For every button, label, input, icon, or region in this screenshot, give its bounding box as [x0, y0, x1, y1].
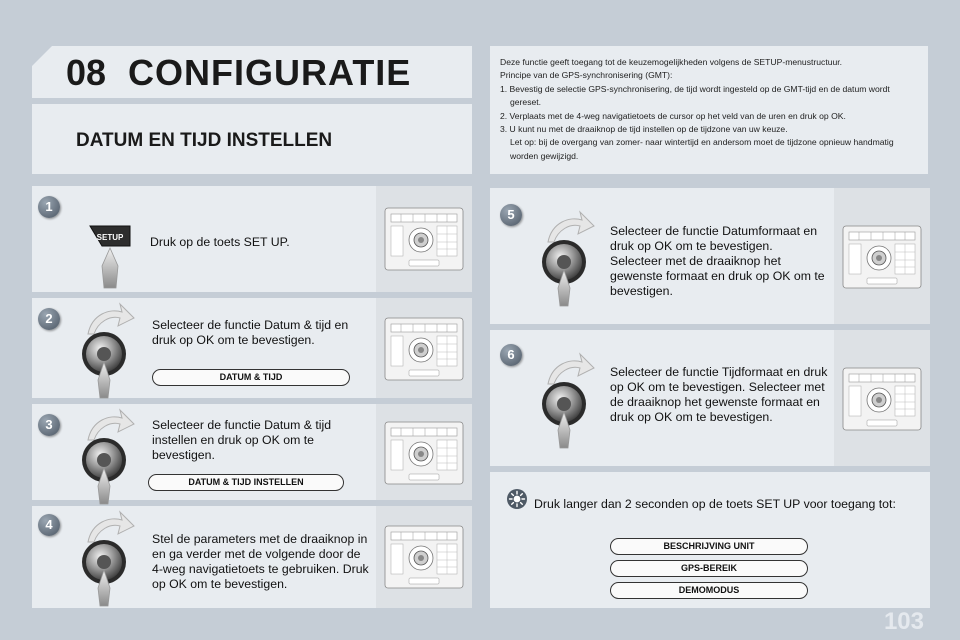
- option-pill: BESCHRIJVING UNIT: [610, 538, 808, 555]
- option-pill: DEMOMODUS: [610, 582, 808, 599]
- radio-unit-image: [834, 330, 930, 466]
- intro-panel: [490, 46, 928, 174]
- rotary-knob-icon: [530, 208, 600, 308]
- step-2-photo: [376, 298, 472, 398]
- menu-item-pill: DATUM & TIJD INSTELLEN: [148, 474, 344, 491]
- radio-unit-image: [376, 506, 472, 608]
- step-6-badge: 6: [500, 344, 522, 366]
- radio-unit-image: [834, 188, 930, 324]
- step-1-text: Druk op de toets SET UP.: [150, 235, 290, 249]
- step-5-text: Selecteer de functie Datumformaat en druk op OK om te bevestigen. Selecteer met de draaiknop het gewenste formaat en druk op OK om te bevestigen.: [610, 224, 825, 298]
- page-title: CONFIGURATIE: [128, 52, 412, 93]
- sun-icon: [506, 488, 528, 510]
- intro-item: 2. Verplaats met de 4-weg navigatietoets de cursor op het veld van de uren en druk op OK.: [500, 110, 846, 121]
- setup-button-icon: [82, 218, 138, 290]
- step-6-photo: [834, 330, 930, 466]
- page-number: 103: [883, 608, 924, 635]
- step-3-text: Selecteer de functie Datum & tijd instellen en druk op OK om te bevestigen.: [152, 418, 332, 462]
- step-6-text: Selecteer de functie Tijdformaat en druk op OK om te bevestigen. Selecteer met de draaiknop het gewenste formaat en druk op OK om te bevestigen.: [610, 365, 828, 424]
- step-2-text: Selecteer de functie Datum & tijd en druk op OK om te bevestigen.: [152, 318, 349, 347]
- radio-unit-image: [376, 186, 472, 292]
- rotary-knob-icon: [70, 406, 140, 506]
- tip-text: Druk langer dan 2 seconden op de toets SET UP voor toegang tot:: [534, 497, 896, 511]
- step-2-badge: 2: [38, 308, 60, 330]
- intro-line: Principe van de GPS-synchronisering (GMT):: [500, 70, 673, 81]
- option-pill: GPS-BEREIK: [610, 560, 808, 577]
- chapter-number: 08: [66, 52, 107, 93]
- step-4-badge: 4: [38, 514, 60, 536]
- step-4-photo: [376, 506, 472, 608]
- step-5-photo: [834, 188, 930, 324]
- rotary-knob-icon: [70, 300, 140, 400]
- step-3-photo: [376, 404, 472, 500]
- step-4-text: Stel de parameters met de draaiknop in en ga verder met de volgende door de 4-weg navigatietoets te gebruiken. Druk op OK om te bevestigen.: [152, 532, 369, 591]
- rotary-knob-icon: [70, 508, 140, 608]
- step-3-badge: 3: [38, 414, 60, 436]
- setup-button-label: SETUP: [96, 233, 124, 242]
- section-title: DATUM EN TIJD INSTELLEN: [76, 130, 333, 151]
- radio-unit-image: [376, 298, 472, 398]
- intro-note: Let op: bij de overgang van zomer- naar wintertijd en andersom moet de tijdzone opnieuw handmatig worden gewijzigd.: [510, 137, 894, 161]
- step-5-badge: 5: [500, 204, 522, 226]
- step-1-photo: [376, 186, 472, 292]
- rotary-knob-icon: [530, 350, 600, 450]
- step-1-badge: 1: [38, 196, 60, 218]
- radio-unit-image: [376, 404, 472, 500]
- menu-item-pill: DATUM & TIJD: [152, 369, 350, 386]
- intro-item: 3. U kunt nu met de draaiknop de tijd instellen op de tijdzone van uw keuze.: [500, 124, 788, 135]
- intro-line: Deze functie geeft toegang tot de keuzemogelijkheden volgens de SETUP-menustructuur.: [500, 57, 843, 67]
- intro-item: 1. Bevestig de selectie GPS-synchronisering, de tijd wordt ingesteld op de GMT-tijd en de datum wordt gereset.: [500, 83, 890, 108]
